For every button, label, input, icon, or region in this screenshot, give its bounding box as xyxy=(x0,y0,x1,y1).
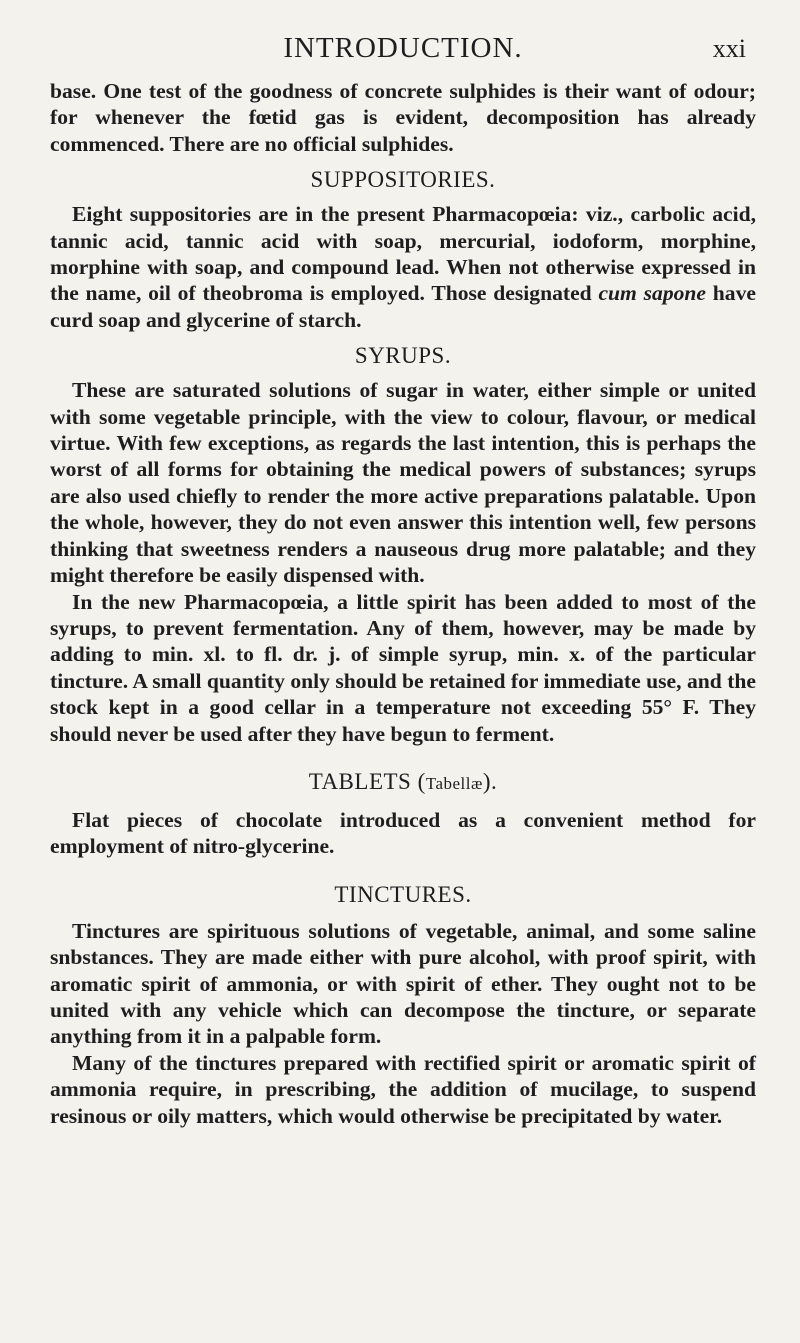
section-heading-tinctures: TINCTURES. xyxy=(334,881,472,907)
suppositories-italic-term: cum sapone xyxy=(598,281,707,306)
suppositories-paragraph xyxy=(50,201,756,333)
suppositories-text-a: Eight suppositories are in the present Pharmacopœia: viz., carbolic acid, tannic acid, tannic acid with soap, mercurial, iodoform, morphine, morphine with soap, and compound lead. When not otherwise expressed in the name, oil of theobroma is employed. Those designated xyxy=(50,202,756,306)
tablets-paragraph: Flat pieces of chocolate introduced as a convenient method for employment of nitro-glycerine. xyxy=(50,807,756,859)
suppositories-text-b: have curd soap and glycerine of starch. xyxy=(50,281,756,332)
running-head xyxy=(50,30,756,78)
tinctures-paragraph-1: Tinctures are spirituous solutions of vegetable, animal, and some saline snbstances. They are made either with pure alcohol, with proof spirit, with aromatic spirit of ammonia, or with spirit of ether. They ought not to be united with any vehicle which can decompose the tincture, or separate anything from it in a palpable form. xyxy=(50,918,756,1049)
running-title: INTRODUCTION. xyxy=(283,32,523,64)
syrups-paragraph-2: In the new Pharmacopœia, a little spirit has been added to most of the syrups, to prevent fermentation. Any of them, however, may be made by adding to min. xl. to fl. dr. j. of simple syrup, min. x. of the particular tincture. A small quantity only should be retained for immediate use, and the stock kept in a good cellar in a temperature not exceeding 55° F. They should never be used after they have begun to ferment. xyxy=(50,589,756,746)
tablets-heading-latin: Tabellæ xyxy=(425,773,483,793)
section-heading-tablets xyxy=(50,767,756,799)
section-heading-syrups: SYRUPS. xyxy=(354,343,452,369)
tablets-heading-main: TABLETS ( xyxy=(308,768,426,794)
tablets-heading-close: ). xyxy=(482,768,498,794)
page-number: xxi xyxy=(712,34,746,63)
syrups-paragraph-1: These are saturated solutions of sugar in water, either simple or united with some vegetable principle, with the view to colour, flavour, or medical virtue. With few exceptions, as regards the last intention, this is perhaps the worst of all forms for obtaining the medical powers of substances; syrups are also used chiefly to render the more active preparations palatable. Upon the whole, however, they do not even answer this intention well, few persons thinking that sweetness renders a nauseous drug more palatable; and they might therefore be easily dispensed with. xyxy=(50,378,756,588)
intro-paragraph: base. One test of the goodness of concrete sulphides is their want of odour; for whenever the fœtid gas is evident, decomposition has already commenced. There are no official sulphides. xyxy=(50,79,756,156)
section-heading-suppositories: SUPPOSITORIES. xyxy=(310,167,496,193)
tinctures-paragraph-2: Many of the tinctures prepared with rectified spirit or aromatic spirit of ammonia require, in prescribing, the addition of mucilage, to suspend resinous or oily matters, which would otherwise be precipitated by water. xyxy=(50,1050,756,1128)
